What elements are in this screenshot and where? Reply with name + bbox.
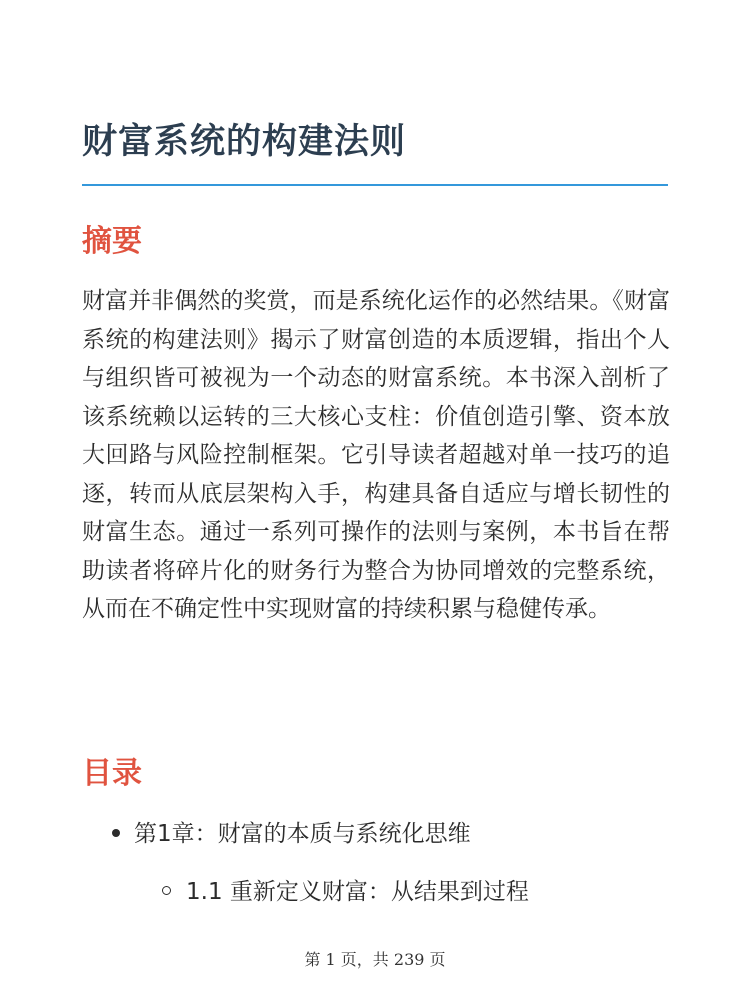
- abstract-heading: 摘要: [82, 224, 142, 259]
- footer-middle: 页，共: [335, 950, 394, 969]
- toc-item-chapter-1[interactable]: [112, 814, 471, 854]
- toc-item-section-1-1[interactable]: [162, 872, 529, 912]
- footer-page-number: 1: [325, 950, 336, 969]
- circle-bullet-icon: [162, 886, 171, 895]
- page-footer: [0, 948, 750, 972]
- disc-bullet-icon: [112, 829, 120, 837]
- footer-prefix: 第: [304, 950, 326, 969]
- toc-heading: 目录: [82, 756, 142, 791]
- abstract-paragraph: 财富并非偶然的奖赏，而是系统化运作的必然结果。《财富系统的构建法则》揭示了财富创造的本质逻辑，指出个人与组织皆可被视为一个动态的财富系统。本书深入剖析了该系统赖以运转的三大核心支柱：价值创造引擎、资本放大回路与风险控制框架。它引导读者超越对单一技巧的追逐，转而从底层架构入手，构建具备自适应与增长韧性的财富生态。通过一系列可操作的法则与案例，本书旨在帮助读者将碎片化的财务行为整合为协同增效的完整系统，从而在不确定性中实现财富的持续积累与稳健传承。: [82, 288, 670, 622]
- toc-item-label: 第1章：财富的本质与系统化思维: [134, 821, 471, 847]
- book-title: 财富系统的构建法则: [82, 122, 407, 162]
- footer-total-pages: 239: [393, 950, 425, 969]
- title-divider: [82, 184, 668, 186]
- footer-suffix: 页: [424, 950, 446, 969]
- toc-item-label: 1.1 重新定义财富：从结果到过程: [186, 879, 529, 905]
